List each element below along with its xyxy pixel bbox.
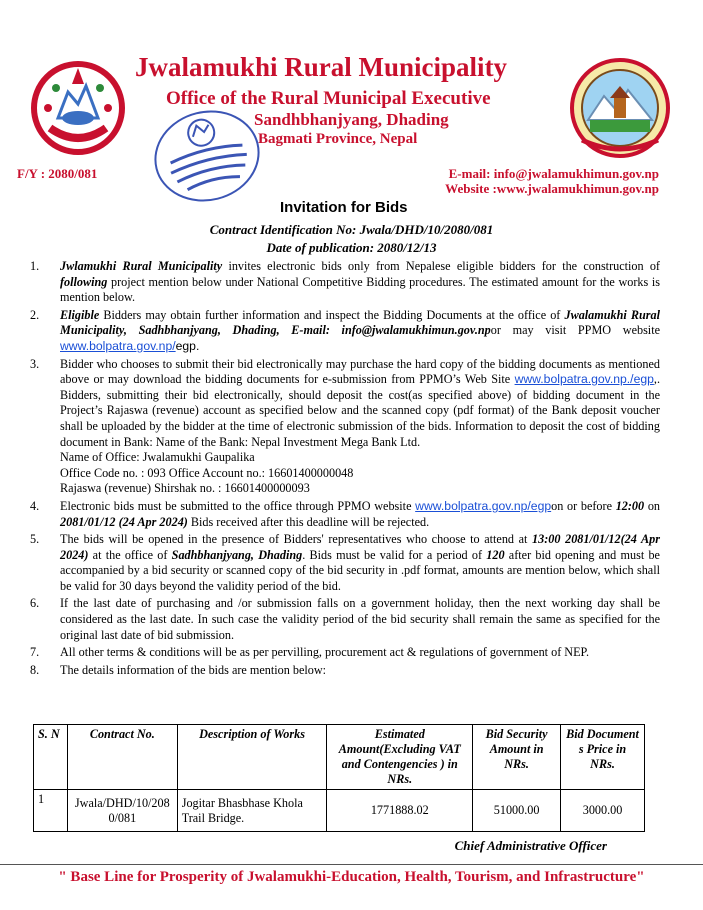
cell-price: 3000.00: [561, 790, 645, 832]
signatory-title: Chief Administrative Officer: [454, 838, 607, 853]
item-number: 5.: [30, 532, 40, 547]
item-number: 4.: [30, 498, 40, 513]
cell-contract: Jwala/DHD/10/2080/081: [67, 790, 177, 832]
contract-identification: Contract Identification No: Jwala/DHD/10/2080/081: [209, 222, 494, 237]
col-header-contract: Contract No.: [67, 725, 177, 790]
notice-items: [30, 259, 660, 680]
rajaswa-line: Rajaswa (revenue) Shirshak no. : 16601400000093: [60, 481, 310, 496]
footer-divider: [0, 864, 703, 865]
bolpatra-egp-link[interactable]: www.bolpatra.gov.np./egp: [514, 372, 654, 387]
province-line: Bagmati Province, Nepal: [258, 131, 418, 147]
list-item: 4. Electronic bids must be submitted to the office through PPMO website www.bolpatra.gov.np/egpon or before 12:00 on 2081/01/12 (24 Apr 2024) Bids received after this deadline will be rejected.: [30, 498, 661, 529]
table-row: [34, 790, 645, 832]
office-name: Office of the Rural Municipal Executive: [166, 88, 491, 109]
item-number: 7.: [30, 645, 40, 660]
list-item: 7. All other terms & conditions will be as per pervilling, procurement act & regulations of government of NEP.: [30, 645, 590, 660]
bolpatra-egp-link[interactable]: www.bolpatra.gov.np/egp: [415, 498, 552, 513]
publication-date: Date of publication: 2080/12/13: [266, 240, 437, 255]
col-header-security: Bid Security Amount in NRs.: [473, 725, 561, 790]
item-number: 1.: [30, 259, 40, 273]
list-item: 5. The bids will be opened in the presence of Bidders' representatives who choose to attend at 13:00 2081/01/12(24 Apr 2024) at the office of Sadhbhanjyang, Dhading. Bids must be valid for a period of 120 after bid opening and must be accompanied by a bid security or scanned copy of the bid security in .pdf format, amounts are mention below, which shall be valid for 30 days beyond the validity period of the bid.: [30, 532, 660, 593]
cell-security: 51000.00: [473, 790, 561, 832]
item-number: 6.: [30, 596, 40, 611]
fiscal-year: F/Y : 2080/081: [17, 166, 98, 181]
nepal-emblem-logo: [28, 58, 128, 158]
footer-slogan: " Base Line for Prosperity of Jwalamukhi-Education, Health, Tourism, and Infrastructure": [58, 869, 645, 885]
office-name-line: Name of Office: Jwalamukhi Gaupalika: [60, 450, 255, 465]
list-item: 8. The details information of the bids are mention below:: [30, 662, 327, 677]
office-account-line: Office Code no. : 093 Office Account no.: 16601400000048: [60, 465, 354, 480]
table-header-row: [34, 725, 645, 790]
bids-table: [33, 724, 645, 832]
list-item: 6. If the last date of purchasing and /or submission falls on a government holiday, then the next working day shall be considered as the last date. In such case the validity period of the bid security shall remain the same as specified for the original last date of bid submission.: [30, 596, 660, 642]
contact-website: Website :www.jwalamukhimun.gov.np: [445, 181, 659, 196]
col-header-price: Bid Document s Price in NRs.: [561, 725, 645, 790]
col-header-amount: Estimated Amount(Excluding VAT and Contengencies ) in NRs.: [327, 725, 473, 790]
cell-sn: 1: [34, 790, 68, 832]
bolpatra-link[interactable]: www.bolpatra.gov.np/: [60, 338, 176, 353]
cell-amount: 1771888.02: [327, 790, 473, 832]
item-number: 8.: [30, 662, 40, 677]
item-number: 3.: [30, 356, 40, 371]
contact-email: E-mail: info@jwalamukhimun.gov.np: [448, 166, 659, 181]
municipality-title: Jwalamukhi Rural Municipality: [135, 52, 508, 82]
col-header-sn: S. N: [34, 725, 68, 790]
office-location: Sandhbhanjyang, Dhading: [254, 110, 449, 129]
list-item: 3. Bidder who chooses to submit their bid electronically may purchase the hard copy of the bidding documents as mentioned above or may download the bidding documents for e-submission from PPMO’s Web Site www.bolpatra.gov.np./egp,. Bidders, submitting their bid electronically, should deposit the cost(as specified above) of bidding document in the Project’s Rajaswa (revenue) account as specified below and the scanned copy (pdf format) of the Bank deposit voucher shall be uploaded by the bidder at the time of electronic submission of the bids. Information to deposit the cost of bidding document in Bank: Name of the Bank: Nepal Investment Mega Bank Ltd. Name of Office: Jwalamukhi Gaupalika Office Code no. : 093 Office Account no.: 16601400000048 Rajaswa (revenue) Shirshak no. : 16601400000093: [30, 356, 660, 496]
municipality-logo: [568, 56, 672, 160]
office-stamp: [148, 106, 266, 206]
item-number: 2.: [30, 307, 40, 322]
list-item: 1. Jwlamukhi Rural Municipality invites electronic bids only from Nepalese eligible bidders for the construction of following project mention below under National Competitive Bidding procedures. The estimated amount for the works is mention below.: [30, 259, 660, 305]
notice-title: Invitation for Bids: [280, 199, 408, 216]
list-item: 2. Eligible Bidders may obtain further information and inspect the Bidding Documents at the office of Jwalamukhi Rural Municipality, Sadhbhanjyang, Dhading, E-mail: info@jwalamukhimun.gov.npor may visit PPMO website www.bolpatra.gov.np/egp.: [30, 307, 660, 353]
col-header-description: Description of Works: [177, 725, 327, 790]
cell-description: Jogitar Bhasbhase Khola Trail Bridge.: [177, 790, 327, 832]
